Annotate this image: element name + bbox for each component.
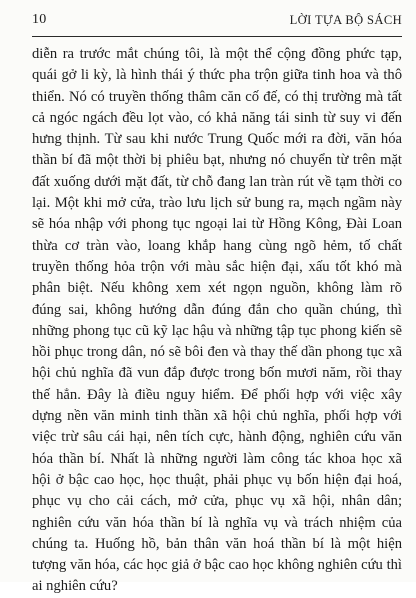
text-line: chúng ta. Huống hồ, bản thân văn hoá thần bí là một hiện	[32, 535, 402, 552]
text-line: ai nghiên cứu?	[32, 578, 118, 595]
text-line: dựng nền văn minh tinh thần xã hội chủ nghĩa, phối hợp với	[32, 408, 402, 425]
text-line: diễn ra trước mắt chúng tôi, là một thể cộng đồng phức tạp,	[32, 46, 402, 62]
text-line: hưng thịnh. Từ sau khi nước Trung Quốc mới ra đời, văn hóa	[32, 131, 402, 148]
text-line: hội chủ nghĩa đã vun đắp được trong bốn mươi năm, rồi thay	[32, 365, 402, 382]
text-line: thiển. Nó có truyền thống thâm căn cố đế, có thị trường mà tất	[32, 88, 402, 105]
text-line: thừa cơ tràn vào, loang khắp hang cùng ngõ hẻm, tố chất	[32, 237, 402, 254]
text-line: lại. Một khi mở cửa, trào lưu lịch sử bung ra, mạch ngầm này	[32, 195, 402, 212]
text-line: phân biệt. Nếu không xem xét ngọn nguồn, không làm rõ	[32, 280, 402, 297]
text-line: đất xuống dưới mặt đất, từ chỗ đang lan tràn rút về tạm thời co	[32, 173, 402, 190]
text-line: đúng sai, không hướng dẫn đúng đắn cho quần chúng, thì	[32, 301, 402, 318]
text-line: thần bí đã một thời bị phiêu bạt, nhưng nó chuyển từ trên mặt	[32, 152, 402, 169]
text-line: tượng văn hóa, các học giả ở bậc cao học không nghiên cứu thì	[32, 557, 402, 574]
text-line: thế hẳn. Đây là điều nguy hiểm. Để phối hợp với việc xây	[32, 386, 402, 403]
text-line: quái gở li kỳ, là hình thái ý thức pha trộn giữa tinh hoa và thô	[32, 67, 402, 84]
text-line: phục vụ cho cải cách, mở cửa, phục vụ xã hội, nhân dân;	[32, 493, 402, 510]
page-header	[32, 10, 402, 37]
page-number: 10	[32, 12, 47, 27]
body-paragraph	[32, 44, 402, 598]
text-line: nghiên cứu văn hóa thần bí là nghĩa vụ và trách nhiệm của	[32, 514, 402, 531]
running-title: LỜI TỰA BỘ SÁCH	[289, 13, 402, 27]
text-line: cả ngóc ngách đều lọt vào, có khả năng tái sinh từ suy vi đến	[32, 109, 402, 126]
text-line: truyền thống hỏa trộn với màu sắc hiện đại, xấu tốt khó mà	[32, 258, 402, 275]
text-line: hóa thần bí. Nhất là những người làm công tác khoa học xã	[32, 450, 402, 467]
text-line: hồi phục trong dân, nó sẽ bôi đen và thay thế dần phong tục xã	[32, 344, 402, 361]
text-line: những phong tục cũ kỹ lạc hậu và những tập tục phong kiến sẽ	[32, 322, 402, 339]
text-line: hội ở bậc cao học, học thuật, phải phục vụ bốn hiện đại hoá,	[32, 471, 402, 488]
text-line: sẽ hóa nhập với phong tục ngoại lai từ Hồng Kông, Đài Loan	[32, 216, 402, 233]
text-line: việc trừ sâu cái hại, nên tích cực, hành động, nghiên cứu văn	[32, 429, 402, 446]
